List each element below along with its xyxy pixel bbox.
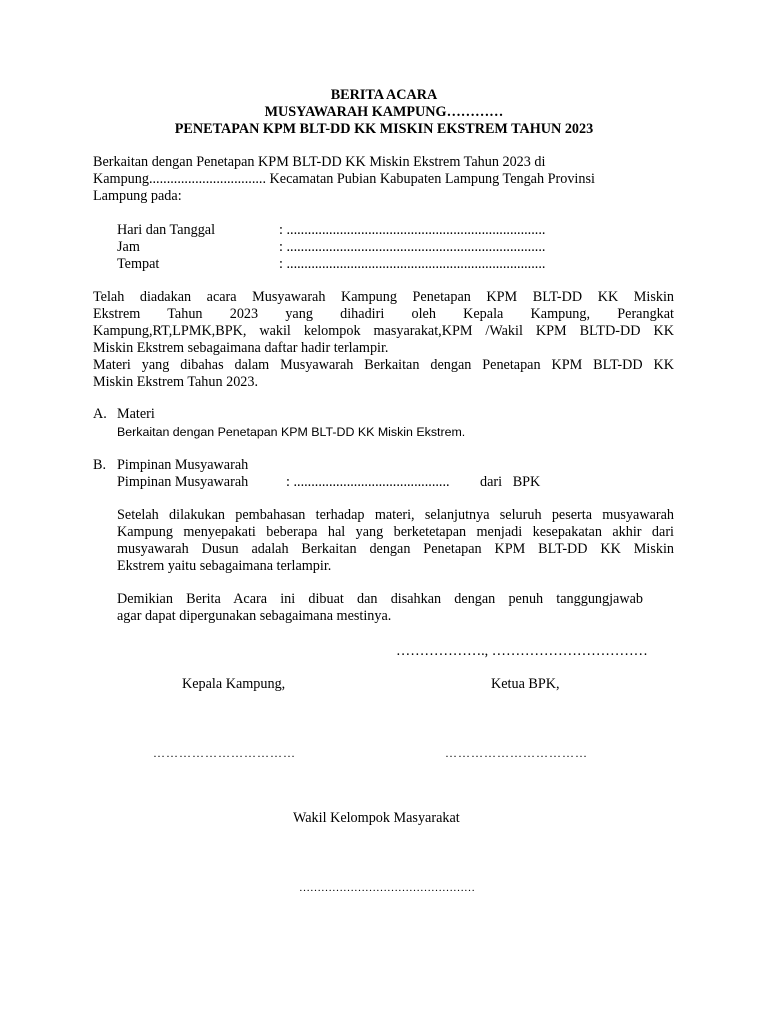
document-subtitle: MUSYAWARAH KAMPUNG………… [264, 104, 504, 120]
signature-line-village-head: …………………………… [153, 746, 296, 760]
signature-title-community-rep: Wakil Kelompok Masyarakat [293, 810, 460, 826]
body-line: Kampung,RT,LPMK,BPK, wakil kelompok masyarakat,KPM /Wakil KPM BLTD-DD KK [93, 323, 674, 339]
body-line: Telah diadakan acara Musyawarah Kampung Penetapan KPM BLT-DD KK Miskin [93, 289, 674, 305]
body-paragraph [93, 289, 674, 391]
document-heading: PENETAPAN KPM BLT-DD KK MISKIN EKSTREM TAHUN 2023 [174, 121, 594, 137]
intro-line: Berkaitan dengan Penetapan KPM BLT-DD KK Miskin Ekstrem Tahun 2023 di [93, 154, 546, 170]
leader-value: : ............................................ [286, 474, 450, 490]
section-b-heading: Pimpinan Musyawarah [117, 457, 249, 473]
body-line: Materi yang dibahas dalam Musyawarah Berkaitan dengan Penetapan KPM BLT-DD KK [93, 357, 674, 373]
document-title: BERITA ACARA [330, 87, 438, 103]
intro-line: Lampung pada: [93, 188, 182, 204]
closing-line: agar dapat dipergunakan sebagaimana mestinya. [117, 608, 392, 624]
signature-line-bpk-chair: …………………………… [445, 746, 588, 760]
leader-label: Pimpinan Musyawarah [117, 474, 249, 490]
closing-line: Demikian Berita Acara ini dibuat dan disahkan dengan penuh tanggungjawab [117, 591, 643, 607]
detail-label-place: Tempat [117, 256, 160, 272]
section-a-marker: A. [93, 406, 107, 422]
agreement-line: Setelah dilakukan pembahasan terhadap materi, selanjutnya seluruh peserta musyawarah [117, 507, 674, 523]
meeting-details [0, 222, 768, 274]
leader-origin: dari BPK [480, 474, 541, 490]
signature-line-community-rep: ………………………………………… [299, 882, 475, 894]
intro-line: Kampung................................. Kecamatan Pubian Kabupaten Lampung Tengah Provinsi [93, 171, 595, 187]
body-line: Ekstrem Tahun 2023 yang dihadiri oleh Kepala Kampung, Perangkat [93, 306, 674, 322]
detail-label-time: Jam [117, 239, 140, 255]
place-date-line: ………………., …………………………… [396, 643, 648, 659]
agreement-paragraph [117, 507, 674, 575]
detail-label-date: Hari dan Tanggal [117, 222, 216, 238]
agreement-line: Kampung menyepakati beberapa hal yang berketetapan menjadi kesepakatan akhir dari [117, 524, 674, 540]
signature-title-village-head: Kepala Kampung, [182, 676, 286, 692]
section-a-text: Berkaitan dengan Penetapan KPM BLT-DD KK Miskin Ekstrem. [117, 425, 466, 439]
detail-value-date: : ......................................................................... [279, 222, 546, 238]
detail-value-time: : ......................................................................... [279, 239, 546, 255]
section-a-heading: Materi [117, 406, 155, 422]
signature-title-bpk-chair: Ketua BPK, [491, 676, 560, 692]
agreement-line: musyawarah Dusun adalah Berkaitan dengan Penetapan KPM BLT-DD KK Miskin [117, 541, 674, 557]
body-line: Miskin Ekstrem sebagaimana daftar hadir terlampir. [93, 340, 389, 356]
intro-paragraph [93, 154, 674, 205]
closing-paragraph [117, 591, 643, 625]
agreement-line: Ekstrem yaitu sebagaimana terlampir. [117, 558, 332, 574]
detail-value-place: : ......................................................................... [279, 256, 546, 272]
section-b-marker: B. [93, 457, 107, 473]
body-line: Miskin Ekstrem Tahun 2023. [93, 374, 259, 390]
